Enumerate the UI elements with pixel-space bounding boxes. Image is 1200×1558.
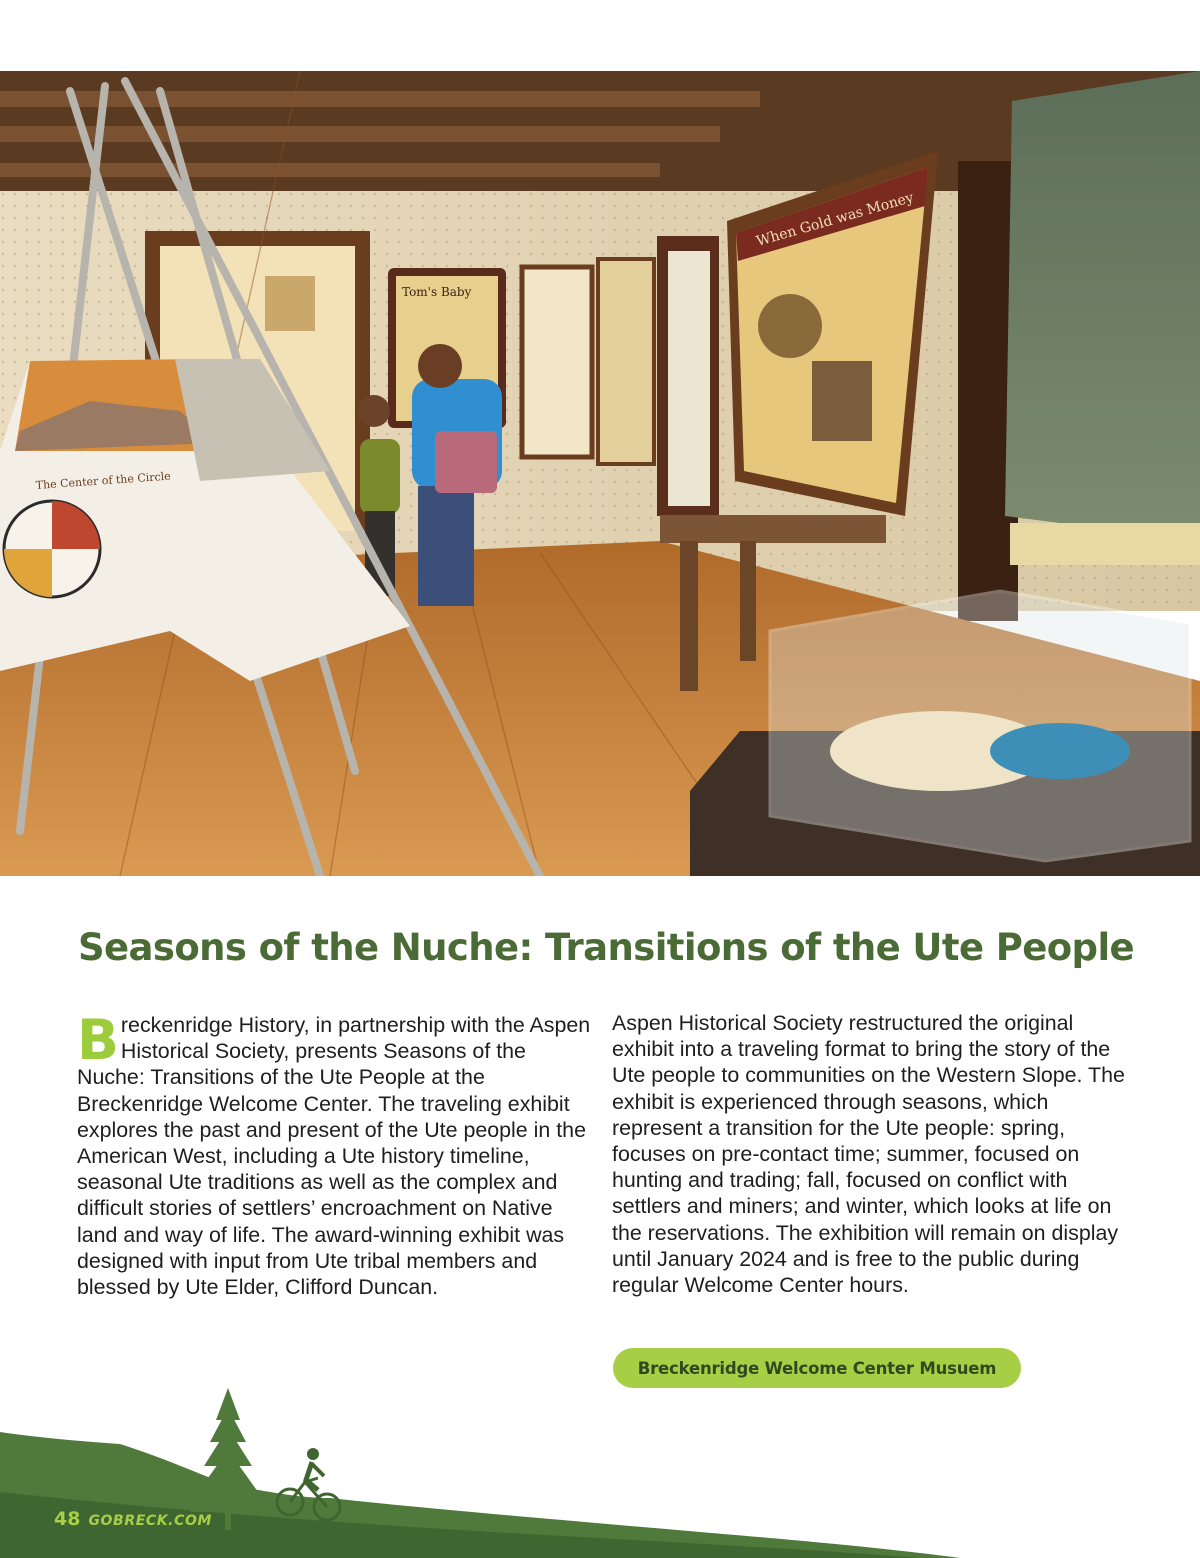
article-column-1 <box>77 1008 592 1300</box>
page-number: 48 <box>54 1508 81 1530</box>
drop-cap: B <box>77 1008 119 1072</box>
tipi-panel-title: The Center of the Circle <box>35 469 172 492</box>
panel-toms-text: Tom's Baby <box>402 285 472 299</box>
site-url[interactable]: GOBRECK.COM <box>88 1513 213 1529</box>
page-footer <box>54 1508 212 1530</box>
exhibit-photo <box>0 71 1200 876</box>
article-title: Seasons of the Nuche: Transitions of the Ute People <box>78 926 1135 969</box>
article-column-2: Aspen Historical Society restructured the original exhibit into a traveling format to bring the story of the Ute people to communities on the Western Slope. The exhibit is experienced through seasons, which represent a transition for the Ute people: spring, focuses on pre-contact time; summer, focused on hunting and trading; fall, focused on conflict with settlers and miners; and winter, which looks at life on the reservations. The exhibition will remain on display until January 2024 and is free to the public during regular Welcome Center hours. <box>612 1011 1125 1298</box>
column-1-text: reckenridge History, in partnership with the Aspen Historical Society, presents Seasons of the Nuche: Transitions of the Ute People at the Breckenridge Welcome Center. The traveling exhibit explores the past and present of the Ute people in the American West, including a Ute history timeline, seasonal Ute traditions as well as the complex and difficult stories of settlers’ encroachment on Native land and way of life. The award-winning exhibit was designed with input from Ute tribal members and blessed by Ute Elder, Clifford Duncan. <box>77 1013 591 1300</box>
welcome-center-museum-button[interactable]: Breckenridge Welcome Center Musuem <box>613 1348 1021 1388</box>
footer-landscape <box>0 1380 1200 1558</box>
panel-gold-text: When Gold was Money <box>754 189 916 250</box>
